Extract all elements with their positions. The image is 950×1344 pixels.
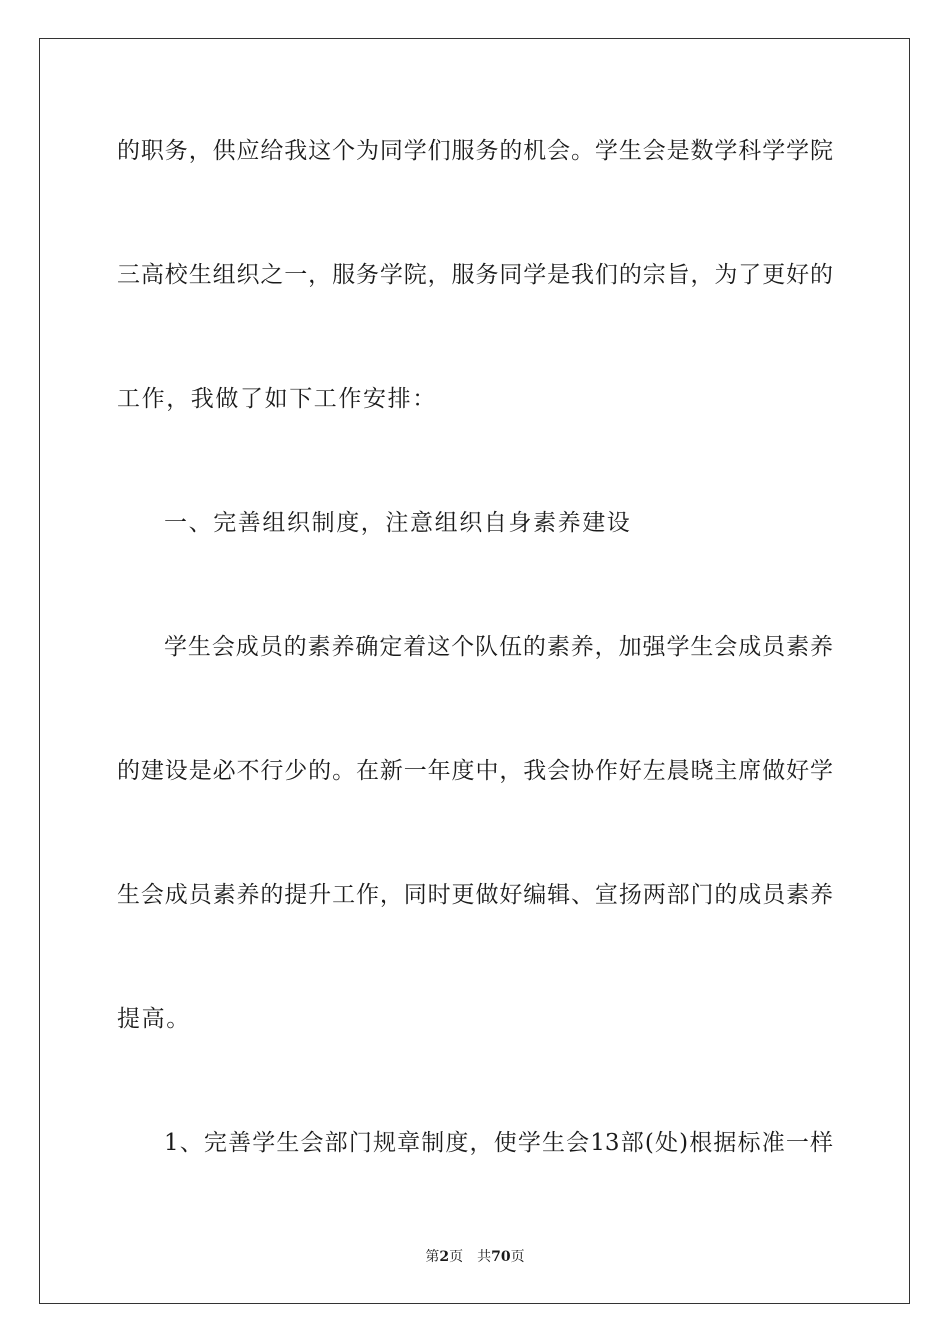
body-text-line-1: 的职务，供应给我这个为同学们服务的机会。学生会是数学科学学院 xyxy=(117,138,833,164)
footer-total-suffix: 页 xyxy=(510,1249,525,1265)
footer-page-number: 2 xyxy=(439,1249,450,1265)
body-text-line-5: 学生会成员的素养确定着这个队伍的素养，加强学生会成员素养 xyxy=(164,634,833,660)
page-border xyxy=(39,38,910,1304)
body-text-line-8: 提高。 xyxy=(117,1006,191,1032)
footer-page-prefix: 第 xyxy=(425,1249,440,1265)
body-text-line-2: 三高校生组织之一，服务学院，服务同学是我们的宗旨，为了更好的 xyxy=(117,262,833,288)
footer-page-suffix: 页 xyxy=(449,1249,464,1265)
page-footer xyxy=(0,1248,950,1266)
body-text-line-3: 工作，我做了如下工作安排： xyxy=(117,386,437,412)
list-item-1: 1、完善学生会部门规章制度，使学生会13部(处)根据标准一样 xyxy=(164,1130,833,1156)
body-text-line-7: 生会成员素养的提升工作，同时更做好编辑、宣扬两部门的成员素养 xyxy=(117,882,833,908)
section-heading: 一、完善组织制度，注意组织自身素养建设 xyxy=(164,510,632,536)
footer-total-pages: 70 xyxy=(491,1249,511,1265)
footer-total-prefix: 共 xyxy=(477,1249,492,1265)
body-text-line-6: 的建设是必不行少的。在新一年度中，我会协作好左晨晓主席做好学 xyxy=(117,758,833,784)
